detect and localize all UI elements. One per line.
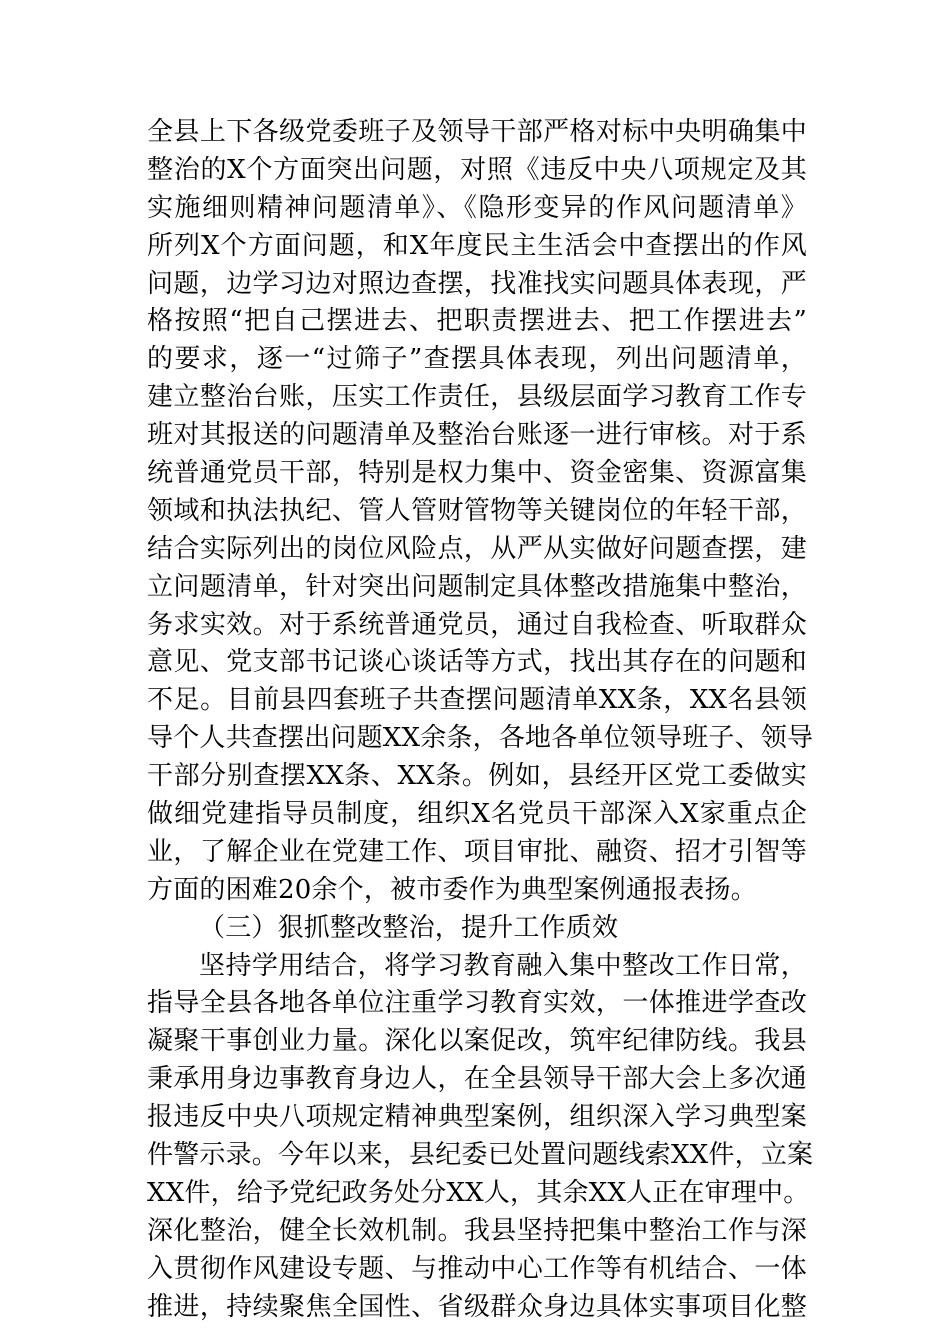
- paragraph-line: 领域和执法执纪、管人管财管物等关键岗位的年轻干部，: [147, 495, 807, 526]
- paragraph-line: 建立整治台账，压实工作责任，县级层面学习教育工作专: [147, 382, 807, 413]
- paragraph-line: 干部分别查摆XX条、XX条。例如，县经开区党工委做实: [147, 761, 807, 792]
- section-heading: （三）狠抓整改整治，提升工作质效: [199, 912, 619, 943]
- paragraph-line: 所列X个方面问题，和X年度民主生活会中查摆出的作风: [147, 230, 807, 261]
- paragraph-line: 报违反中央八项规定精神典型案例，组织深入学习典型案: [147, 1102, 807, 1133]
- paragraph-line: 做细党建指导员制度，组织X名党员干部深入X家重点企: [147, 799, 807, 830]
- paragraph-line: 秉承用身边事教育身边人，在全县领导干部大会上多次通: [147, 1064, 807, 1095]
- paragraph-line: 的要求，逐一“过筛子”查摆具体表现，列出问题清单，: [147, 344, 807, 375]
- paragraph-line: 深化整治，健全长效机制。我县坚持把集中整治工作与深: [147, 1215, 807, 1246]
- paragraph-line: 方面的困难20余个，被市委作为典型案例通报表扬。: [147, 874, 757, 905]
- paragraph-line: 不足。目前县四套班子共查摆问题清单XX条，XX名县领: [147, 685, 807, 716]
- paragraph-line: 格按照“把自己摆进去、把职责摆进去、把工作摆进去”: [147, 306, 807, 337]
- paragraph-line: XX件，给予党纪政务处分XX人，其余XX人正在审理中。: [147, 1177, 810, 1208]
- paragraph-line: 整治的X个方面突出问题，对照《违反中央八项规定及其: [147, 154, 807, 185]
- paragraph-line: 意见、党支部书记谈心谈话等方式，找出其存在的问题和: [147, 647, 807, 678]
- paragraph-line: 凝聚干事创业力量。深化以案促改，筑牢纪律防线。我县: [147, 1026, 807, 1057]
- paragraph-line: 实施细则精神问题清单》、《隐形变异的作风问题清单》: [147, 192, 807, 223]
- paragraph-line: 坚持学用结合，将学习教育融入集中整改工作日常，: [199, 950, 807, 981]
- paragraph-line: 入贯彻作风建设专题、与推动中心工作等有机结合、一体: [147, 1253, 807, 1284]
- paragraph-line: 件警示录。今年以来，县纪委已处置问题线索XX件，立案: [147, 1140, 814, 1171]
- paragraph-line: 推进，持续聚焦全国性、省级群众身边具体实事项目化整: [147, 1291, 807, 1322]
- paragraph-line: 统普通党员干部，特别是权力集中、资金密集、资源富集: [147, 458, 807, 489]
- paragraph-line: 结合实际列出的岗位风险点，从严从实做好问题查摆，建: [147, 533, 807, 564]
- paragraph-line: 指导全县各地各单位注重学习教育实效，一体推进学查改: [147, 988, 807, 1019]
- paragraph-line: 问题，边学习边对照边查摆，找准找实问题具体表现，严: [147, 268, 807, 299]
- body-text: [147, 114, 814, 1327]
- paragraph-line: 业，了解企业在党建工作、项目审批、融资、招才引智等: [147, 836, 807, 867]
- paragraph-line: 导个人共查摆出问题XX余条，各地各单位领导班子、领导: [147, 723, 814, 754]
- paragraph-line: 立问题清单，针对突出问题制定具体整改措施集中整治，: [147, 571, 807, 602]
- paragraph-line: 班对其报送的问题清单及整治台账逐一进行审核。对于系: [147, 420, 807, 451]
- paragraph-line: 全县上下各级党委班子及领导干部严格对标中央明确集中: [147, 117, 807, 147]
- paragraph-line: 务求实效。对于系统普通党员，通过自我检查、听取群众: [147, 609, 807, 640]
